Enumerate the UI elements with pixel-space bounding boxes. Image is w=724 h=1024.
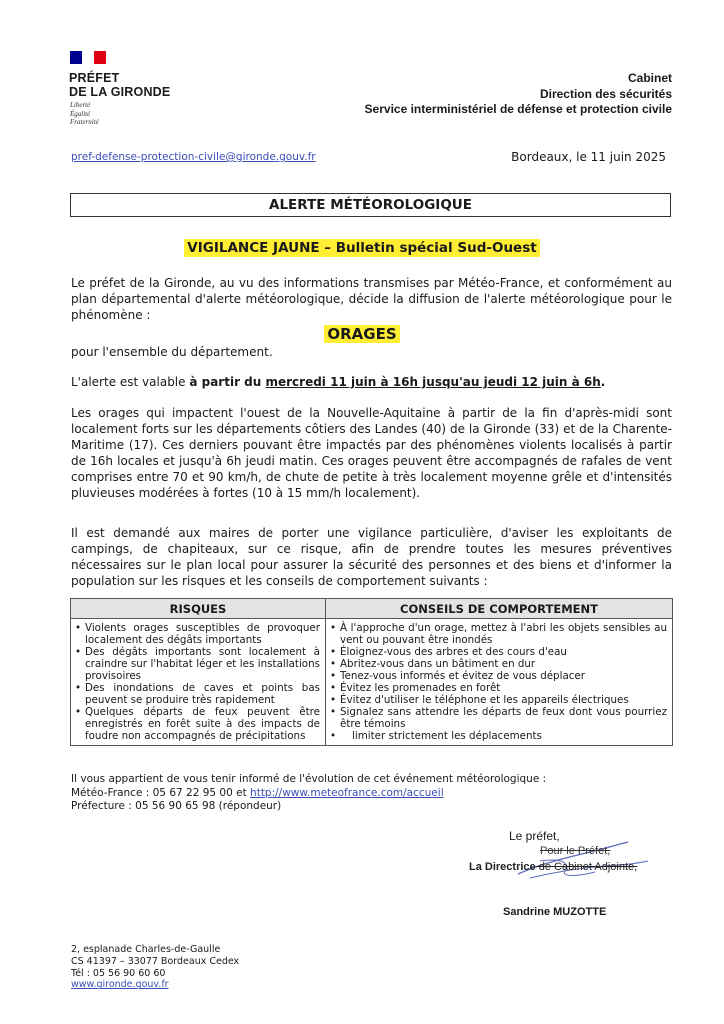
intro-paragraph: Le préfet de la Gironde, au vu des informations transmises par Météo-France, et conformément au plan départemental d'alerte météorologique, décide la diffusion de l'alerte météorologique pour le phénomène :	[71, 276, 672, 322]
signatory-name: Sandrine MUZOTTE	[503, 906, 607, 918]
alert-title: ALERTE MÉTÉOROLOGIQUE	[70, 193, 671, 217]
address-line1: 2, esplanade Charles-de-Gaulle	[71, 944, 221, 955]
prefet-logo-title	[69, 71, 170, 99]
motto-liberte: Liberté	[70, 101, 91, 109]
meteo-contact	[71, 787, 546, 801]
validity-text	[71, 374, 672, 390]
signature-prefet: Le préfet,	[509, 829, 560, 843]
address-line2: CS 41397 – 33077 Bordeaux Cedex	[71, 955, 240, 967]
signature-pour-le-prefet: Pour le Préfet,	[540, 845, 611, 857]
contact-info	[71, 773, 546, 814]
request-paragraph: Il est demandé aux maires de porter une vigilance particulière, d'aviser les exploitants de campings, de chapiteaux, sur ce risque, afin de prendre toutes les mesures préventives nécessaires sur le plan local pour assurer la sécurité des personnes et des biens et d'informer la population sur les risques et les conseils de comportement suivants :	[71, 526, 672, 588]
signature-cabinet-adjointe: de Cabinet Adjointe,	[535, 861, 638, 873]
republic-motto	[70, 101, 99, 127]
risks-cell	[71, 619, 326, 746]
advice-item: • Signalez sans attendre les départs de feux dont vous pourriez être témoins	[330, 706, 667, 730]
prefecture-contact: Préfecture : 05 56 90 65 98 (répondeur)	[71, 800, 282, 812]
flag-red-band	[94, 51, 106, 64]
cabinet-label: Cabinet	[627, 71, 672, 85]
document-date: Bordeaux, le 11 juin 2025	[511, 150, 666, 164]
direction-label: Direction des sécurités	[539, 86, 672, 101]
prefet-line1: PRÉFET	[69, 71, 120, 85]
contact-email-link[interactable]: pref-defense-protection-civile@gironde.gouv.fr	[71, 151, 316, 163]
advice-item: • À l'approche d'un orage, mettez à l'abri les objets sensibles au vent ou pouvant être inondés	[330, 622, 667, 646]
phenomenon-banner	[0, 324, 724, 343]
vigilance-label: VIGILANCE JAUNE – Bulletin spécial Sud-Ouest	[184, 239, 539, 257]
table-row	[71, 619, 673, 746]
signature-title	[469, 861, 637, 873]
risk-item: • Quelques départs de feux peuvent être enregistrés en forêt suite à des impacts de foudre non accompagnés de précipitations	[75, 706, 320, 742]
risk-item: • Des inondations de caves et points bas peuvent se produire très rapidement	[75, 682, 320, 706]
validity-dates: mercredi 11 juin à 16h jusqu'au jeudi 12 juin à 6h	[265, 375, 601, 389]
risk-item: • Violents orages susceptibles de provoquer localement des dégâts importants	[75, 622, 320, 646]
motto-fraternite: Fraternité	[70, 118, 99, 126]
advice-header: CONSEILS DE COMPORTEMENT	[326, 599, 673, 619]
flag-blue-band	[70, 51, 82, 64]
meteo-phone: Météo-France : 05 67 22 95 00 et	[71, 786, 251, 799]
validity-suffix: .	[600, 375, 606, 389]
website-link[interactable]: www.gironde.gouv.fr	[71, 979, 169, 991]
validity-prefix: L'alerte est valable	[71, 375, 190, 389]
flag-icon	[70, 51, 106, 64]
advice-item: • Abritez-vous dans un bâtiment en dur	[330, 658, 667, 670]
footer-phone: Tél : 05 56 90 60 60	[71, 967, 166, 979]
prefet-line2: DE LA GIRONDE	[69, 85, 171, 99]
advice-item: • Éloignez-vous des arbres et des cours d'eau	[330, 646, 667, 658]
risks-header: RISQUES	[71, 599, 326, 619]
advice-item: • Évitez d'utiliser le téléphone et les appareils électriques	[330, 694, 667, 706]
flag-white-band	[82, 51, 94, 64]
description-paragraph: Les orages qui impactent l'ouest de la Nouvelle-Aquitaine à partir de la fin d'après-midi sont localement forts sur les départements côtiers des Landes (40) de la Gironde (33) et de la Charente-Maritime (17). Ces derniers pouvant être impactés par des phénomènes violents localisés à partir de 16h locales et jusqu'à 6h jeudi matin. Ces orages peuvent être accompagnés de rafales de vent comprises entre 70 et 90 km/h, de chute de petite à très localement moyenne grêle et d'intensités pluvieuses modérées à fortes (10 à 15 mm/h localement).	[71, 406, 672, 500]
advice-item-note: • limiter strictement les déplacements	[330, 730, 667, 742]
issuing-service	[365, 71, 672, 118]
vigilance-banner	[0, 237, 724, 256]
scope-text: pour l'ensemble du département.	[71, 345, 273, 359]
contact-intro: Il vous appartient de vous tenir informé de l'évolution de cet événement météorologique :	[71, 773, 547, 785]
motto-egalite: Égalité	[70, 109, 91, 118]
meteo-link[interactable]: http://www.meteofrance.com/accueil	[250, 786, 444, 799]
risk-item: • Des dégâts importants sont localement à craindre sur l'habitat léger et les installations provisoires	[75, 646, 320, 682]
advice-item: • Évitez les promenades en forêt	[330, 682, 667, 694]
validity-bold: à partir du	[189, 375, 266, 389]
risk-advice-table	[70, 598, 673, 746]
service-label: Service interministériel de défense et protection civile	[364, 102, 672, 116]
advice-cell	[326, 619, 673, 746]
table-header-row	[71, 599, 673, 619]
footer-address	[71, 944, 239, 991]
phenomenon-label: ORAGES	[324, 325, 399, 343]
signature-directrice: La Directrice	[469, 861, 536, 873]
advice-item: • Tenez-vous informés et évitez de vous déplacer	[330, 670, 667, 682]
